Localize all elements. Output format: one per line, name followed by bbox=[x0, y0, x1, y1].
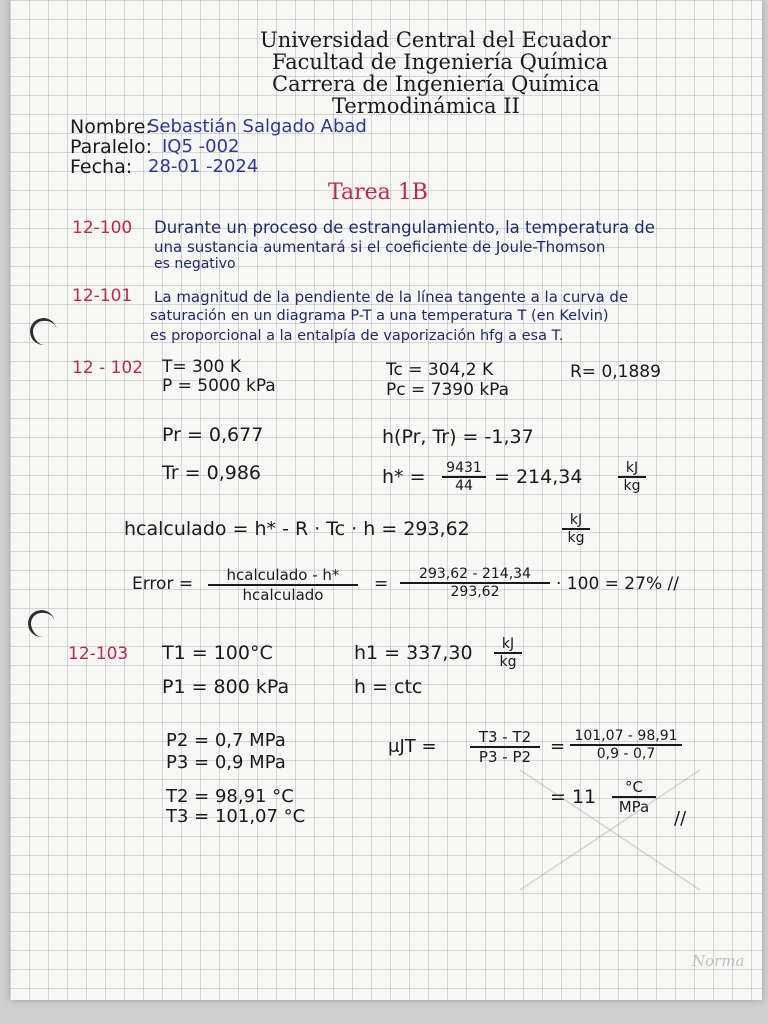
p101-line3: es proporcional a la entalpía de vaporización hfg a esa T. bbox=[150, 328, 564, 344]
p102-hstar-lhs: h* = bbox=[382, 466, 426, 488]
p102-gas-constant: R= 0,1889 bbox=[570, 362, 661, 382]
p100-line1: Durante un proceso de estrangulamiento, la temperatura de bbox=[154, 218, 655, 237]
p103-h-constant: h = ctc bbox=[354, 676, 423, 698]
p101-line2: saturación en un diagrama P-T a una temperatura T (en Kelvin) bbox=[150, 308, 609, 324]
p102-reduced-pressure: Pr = 0,677 bbox=[162, 424, 264, 446]
p102-error-denominator-values: 293,62 bbox=[450, 584, 500, 600]
p102-error-fraction-values bbox=[400, 566, 550, 600]
p102-hstar-fraction bbox=[442, 460, 486, 494]
p103-mu-lhs: μJT = bbox=[388, 736, 437, 757]
p103-h1-unit bbox=[494, 636, 522, 670]
p102-hstar-unit-den: kg bbox=[623, 478, 641, 494]
p103-t3: T3 = 101,07 °C bbox=[166, 806, 306, 827]
p102-error-lhs: Error = bbox=[132, 574, 194, 594]
header-university: Universidad Central del Ecuador bbox=[260, 28, 611, 52]
p103-t2: T2 = 98,91 °C bbox=[166, 786, 294, 807]
group-value: IQ5 -002 bbox=[162, 136, 240, 157]
p102-hcalc-unit bbox=[562, 512, 590, 546]
p103-mu-fraction-values bbox=[570, 728, 682, 762]
problem-number-103: 12-103 bbox=[68, 644, 129, 664]
p103-h1: h1 = 337,30 bbox=[354, 642, 473, 664]
p103-mu-numerator-values: 101,07 - 98,91 bbox=[570, 728, 682, 746]
p103-mu-equals: = bbox=[550, 736, 566, 757]
p103-p1: P1 = 800 kPa bbox=[162, 676, 290, 698]
page-title: Tarea 1B bbox=[328, 180, 428, 205]
p103-p2: P2 = 0,7 MPa bbox=[166, 730, 286, 751]
p102-error-numerator: hcalculado - h* bbox=[208, 566, 358, 586]
problem-number-100: 12-100 bbox=[72, 218, 133, 238]
p103-result-value: = 11 bbox=[550, 786, 597, 808]
p102-hstar-denominator: 44 bbox=[455, 478, 473, 494]
p102-error-denominator: hcalculado bbox=[242, 586, 324, 604]
name-label: Nombre: bbox=[70, 116, 152, 138]
p103-mu-denominator: P3 - P2 bbox=[478, 748, 532, 766]
p103-p3: P3 = 0,9 MPa bbox=[166, 752, 286, 773]
p102-error-fraction bbox=[208, 566, 358, 604]
problem-number-101: 12-101 bbox=[72, 286, 133, 306]
header-career: Carrera de Ingeniería Química bbox=[272, 72, 600, 96]
p101-line1: La magnitud de la pendiente de la línea tangente a la curva de bbox=[154, 288, 629, 306]
p100-line3: es negativo bbox=[154, 256, 236, 272]
p102-departure-factor: h(Pr, Tr) = -1,37 bbox=[382, 426, 534, 448]
p103-result-unit-den: MPa bbox=[618, 798, 650, 816]
p103-mu-denominator-values: 0,9 - 0,7 bbox=[596, 746, 656, 762]
notebook-brand: Norma bbox=[692, 952, 745, 970]
p102-hstar-result: = 214,34 bbox=[494, 466, 583, 488]
p102-hstar-numerator: 9431 bbox=[442, 460, 486, 478]
p102-temperature: T= 300 K bbox=[162, 357, 242, 377]
problem-number-102: 12 - 102 bbox=[72, 358, 144, 378]
p102-hcalc-unit-num: kJ bbox=[562, 512, 590, 530]
p102-pressure: P = 5000 kPa bbox=[162, 376, 276, 396]
header-faculty: Facultad de Ingeniería Química bbox=[272, 50, 608, 74]
name-value: Sebastián Salgado Abad bbox=[148, 116, 367, 137]
p102-hcalc-unit-den: kg bbox=[567, 530, 585, 546]
p102-critical-pressure: Pc = 7390 kPa bbox=[386, 380, 510, 400]
p103-h1-unit-num: kJ bbox=[494, 636, 522, 654]
p102-critical-temperature: Tc = 304,2 K bbox=[386, 360, 494, 380]
p102-error-result: · 100 = 27% // bbox=[556, 574, 679, 594]
p103-result-unit-num: °C bbox=[612, 778, 656, 798]
bleed-through-lines bbox=[510, 760, 710, 900]
p102-error-numerator-values: 293,62 - 214,34 bbox=[400, 566, 550, 584]
date-value: 28-01 -2024 bbox=[148, 156, 259, 177]
p102-reduced-temperature: Tr = 0,986 bbox=[162, 462, 262, 484]
group-label: Paralelo: bbox=[70, 136, 152, 158]
notebook-page bbox=[10, 0, 762, 1000]
p102-hcalc-equation: hcalculado = h* - R · Tc · h = 293,62 bbox=[124, 518, 470, 540]
p102-hstar-unit-num: kJ bbox=[618, 460, 646, 478]
p100-line2: una sustancia aumentará si el coeficiente de Joule-Thomson bbox=[154, 238, 606, 256]
header-course: Termodinámica II bbox=[332, 94, 520, 118]
p103-t1: T1 = 100°C bbox=[162, 642, 273, 664]
p103-mu-numerator: T3 - T2 bbox=[470, 728, 540, 748]
p102-hstar-unit bbox=[618, 460, 646, 494]
p102-error-equals: = bbox=[374, 574, 389, 594]
date-label: Fecha: bbox=[70, 156, 133, 178]
p103-result-end-mark: // bbox=[674, 808, 687, 829]
p103-h1-unit-den: kg bbox=[499, 654, 517, 670]
